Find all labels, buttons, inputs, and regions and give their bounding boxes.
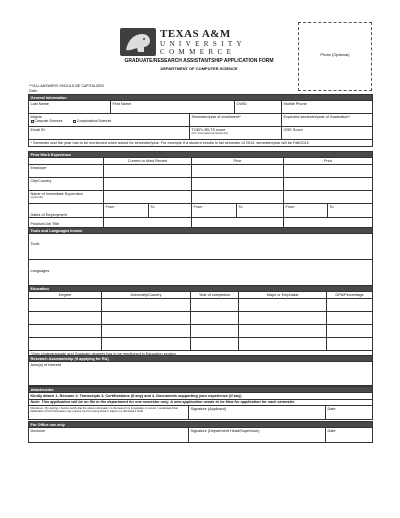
field-label: Semester/year of enrollment* xyxy=(191,114,241,119)
section-title: Education xyxy=(29,286,373,292)
field-label: Signature (Applicant) xyxy=(190,406,226,411)
section-title: Attachments xyxy=(29,387,373,393)
field-label: Expected semester/year of Graduation* xyxy=(283,114,350,119)
column-header: Degree xyxy=(29,292,102,299)
employer-prior-1-input[interactable] xyxy=(192,165,284,178)
date-from-prior-2[interactable] xyxy=(284,204,328,218)
checkbox-computational-science[interactable] xyxy=(73,120,76,123)
city-prior-1-input[interactable] xyxy=(192,178,284,191)
logo-line-1: TEXAS A&M xyxy=(160,28,231,40)
applicant-signature-field[interactable] xyxy=(189,406,326,420)
university-input[interactable] xyxy=(102,338,191,351)
from-label: From xyxy=(105,204,115,209)
field-label: Languages xyxy=(30,269,50,274)
head-signature-field[interactable] xyxy=(189,428,326,443)
office-use-table xyxy=(28,421,373,443)
toefl-field[interactable] xyxy=(190,127,282,140)
field-label: Majors xyxy=(30,114,42,119)
section-title: Prior Work Experience xyxy=(29,152,373,158)
employer-prior-2-input[interactable] xyxy=(284,165,373,178)
field-label: GRE Score xyxy=(283,127,303,132)
row-label: City/Country xyxy=(29,178,104,191)
supervisor-current-input[interactable] xyxy=(104,191,192,204)
row-label: Employer xyxy=(29,165,104,178)
gpa-input[interactable] xyxy=(327,338,373,351)
form-notes xyxy=(29,84,105,94)
first-name-field[interactable] xyxy=(111,101,235,114)
field-sublabel: (For International Students) xyxy=(191,131,229,136)
disclaimer-text: Disclaimer - By signing, I hereby certify that the above information, to the best of my knowledge, is correct. I understand that falsification of this information may prevent me from being hired or lead to my dismissal if hired. xyxy=(29,406,189,420)
blank-header-cell xyxy=(29,158,104,165)
university-input[interactable] xyxy=(102,312,191,325)
general-info-table xyxy=(28,94,373,147)
degree-input[interactable] xyxy=(29,325,102,338)
gre-field[interactable] xyxy=(282,127,373,140)
work-experience-table xyxy=(28,151,373,231)
column-header: University/Country xyxy=(102,292,191,299)
logo-line-2: UNIVERSITY xyxy=(160,40,246,48)
field-label: CWID xyxy=(236,101,247,106)
checkbox-label: Computer Sciences xyxy=(34,119,63,124)
date-to-prior-1[interactable] xyxy=(237,204,284,218)
attachments-instructions: Kindly attach 1. Resume 2. Transcripts 3. Certifications (if any) and 4. Documents supporting your experience (if any) xyxy=(29,393,373,399)
supervisor-prior-2-input[interactable] xyxy=(284,191,373,204)
form-header xyxy=(28,22,372,92)
education-row xyxy=(29,312,373,325)
row-label xyxy=(29,191,104,204)
degree-input[interactable] xyxy=(29,312,102,325)
field-label: Date xyxy=(327,406,336,411)
gpa-input[interactable] xyxy=(327,312,373,325)
column-header: Prior xyxy=(192,158,284,165)
field-label: Area(s) of Interest xyxy=(30,362,61,367)
attachments-note: Note: This application will be on file in the department for one semester only. A new application needs to be filed for application for each semester. xyxy=(29,399,373,405)
from-label: From xyxy=(193,204,203,209)
date-from-prior-1[interactable] xyxy=(192,204,237,218)
research-table xyxy=(28,355,373,386)
education-row xyxy=(29,299,373,312)
office-date-field[interactable] xyxy=(326,428,373,443)
year-input[interactable] xyxy=(191,312,239,325)
supervisor-prior-1-input[interactable] xyxy=(192,191,284,204)
date-from-current[interactable] xyxy=(104,204,149,218)
tools-languages-table xyxy=(28,227,373,286)
date-to-current[interactable] xyxy=(149,204,192,218)
major-input[interactable] xyxy=(239,338,327,351)
major-input[interactable] xyxy=(239,325,327,338)
to-label: To xyxy=(150,204,155,209)
column-header: Prior xyxy=(284,158,373,165)
degree-input[interactable] xyxy=(29,299,102,312)
section-title: For Office use only xyxy=(29,422,373,428)
caps-note: ***ALL ANSWERS SHOULD BE CAPITALIZED. xyxy=(29,84,106,88)
column-header: Year of completion xyxy=(191,292,239,299)
field-label: Signature (Department Head/Supervisor) xyxy=(190,428,260,433)
education-row xyxy=(29,338,373,351)
areas-of-interest-field[interactable] xyxy=(29,362,373,386)
employer-current-input[interactable] xyxy=(104,165,192,178)
section-title: General Information xyxy=(29,95,373,101)
year-input[interactable] xyxy=(191,299,239,312)
city-current-input[interactable] xyxy=(104,178,192,191)
applicant-date-field[interactable] xyxy=(326,406,373,420)
column-header: GPA/Percentage xyxy=(327,292,373,299)
field-label: Tools xyxy=(30,242,40,247)
semester-enrollment-field[interactable] xyxy=(190,114,282,127)
decision-field[interactable] xyxy=(29,428,189,443)
city-prior-2-input[interactable] xyxy=(284,178,373,191)
major-input[interactable] xyxy=(239,312,327,325)
mobile-phone-field[interactable] xyxy=(282,101,373,114)
field-label: First Name xyxy=(112,101,132,106)
education-table xyxy=(28,285,373,358)
date-to-prior-2[interactable] xyxy=(328,204,373,218)
field-label: Name of Immediate Supervisor xyxy=(30,191,83,196)
column-header: Current or Most Recent xyxy=(104,158,192,165)
lion-emblem-icon xyxy=(120,28,156,56)
languages-field[interactable] xyxy=(29,260,373,286)
tools-field[interactable] xyxy=(29,234,373,260)
attachments-table xyxy=(28,386,373,420)
logo-wordmark xyxy=(160,29,246,56)
row-label: Dates of Employment xyxy=(29,204,104,218)
photo-upload-box[interactable] xyxy=(298,22,372,91)
education-row xyxy=(29,325,373,338)
semester-footnote: * Semester and the year has to be mentioned when asked for semester/year. For example If a student enrolls in fall semester of 2014, semester/year will be Fall/2014. xyxy=(29,140,373,146)
field-label: Date xyxy=(327,428,336,433)
majors-field xyxy=(29,114,190,127)
checkbox-computer-science[interactable] xyxy=(31,120,34,123)
section-title: Research Assistantship (If applying for RA) xyxy=(29,356,373,362)
education-footnote: *Only Undergraduate and Graduate degrees has to be mentioned in Education section xyxy=(29,351,373,357)
form-subtitle: DEPARTMENT OF COMPUTER SCIENCE xyxy=(160,66,238,71)
year-input[interactable] xyxy=(191,338,239,351)
photo-label: Photo (Optional) xyxy=(320,52,350,57)
logo-line-3: COMMERCE xyxy=(160,48,236,56)
checkbox-label: Computational Sciences xyxy=(76,119,112,124)
expected-graduation-field[interactable] xyxy=(282,114,373,127)
date-label: Date: xyxy=(29,89,38,93)
row-label: Position/Job Title xyxy=(29,218,104,231)
to-label: To xyxy=(329,204,334,209)
field-label: Email ID xyxy=(30,127,45,132)
section-title: Tools and Languages known xyxy=(29,228,373,234)
email-field[interactable] xyxy=(29,127,190,140)
university-input[interactable] xyxy=(102,325,191,338)
to-label: To xyxy=(238,204,243,209)
column-header: Major or Emphasis xyxy=(239,292,327,299)
field-label: Mobile Phone xyxy=(283,101,307,106)
from-label: From xyxy=(285,204,295,209)
field-label: Last Name xyxy=(30,101,49,106)
cwid-field[interactable] xyxy=(235,101,282,114)
field-sublabel: (optional) xyxy=(30,195,44,200)
major-input[interactable] xyxy=(239,299,327,312)
field-label: Decision xyxy=(30,428,46,433)
gpa-input[interactable] xyxy=(327,325,373,338)
field-label: TOEFL/IELTS score xyxy=(191,127,226,132)
gpa-input[interactable] xyxy=(327,299,373,312)
year-input[interactable] xyxy=(191,325,239,338)
degree-input[interactable] xyxy=(29,338,102,351)
university-input[interactable] xyxy=(102,299,191,312)
form-title: GRADUATE/RESEARCH ASSISTANTSHIP APPLICATION FORM xyxy=(124,58,274,64)
last-name-field[interactable] xyxy=(29,101,111,114)
